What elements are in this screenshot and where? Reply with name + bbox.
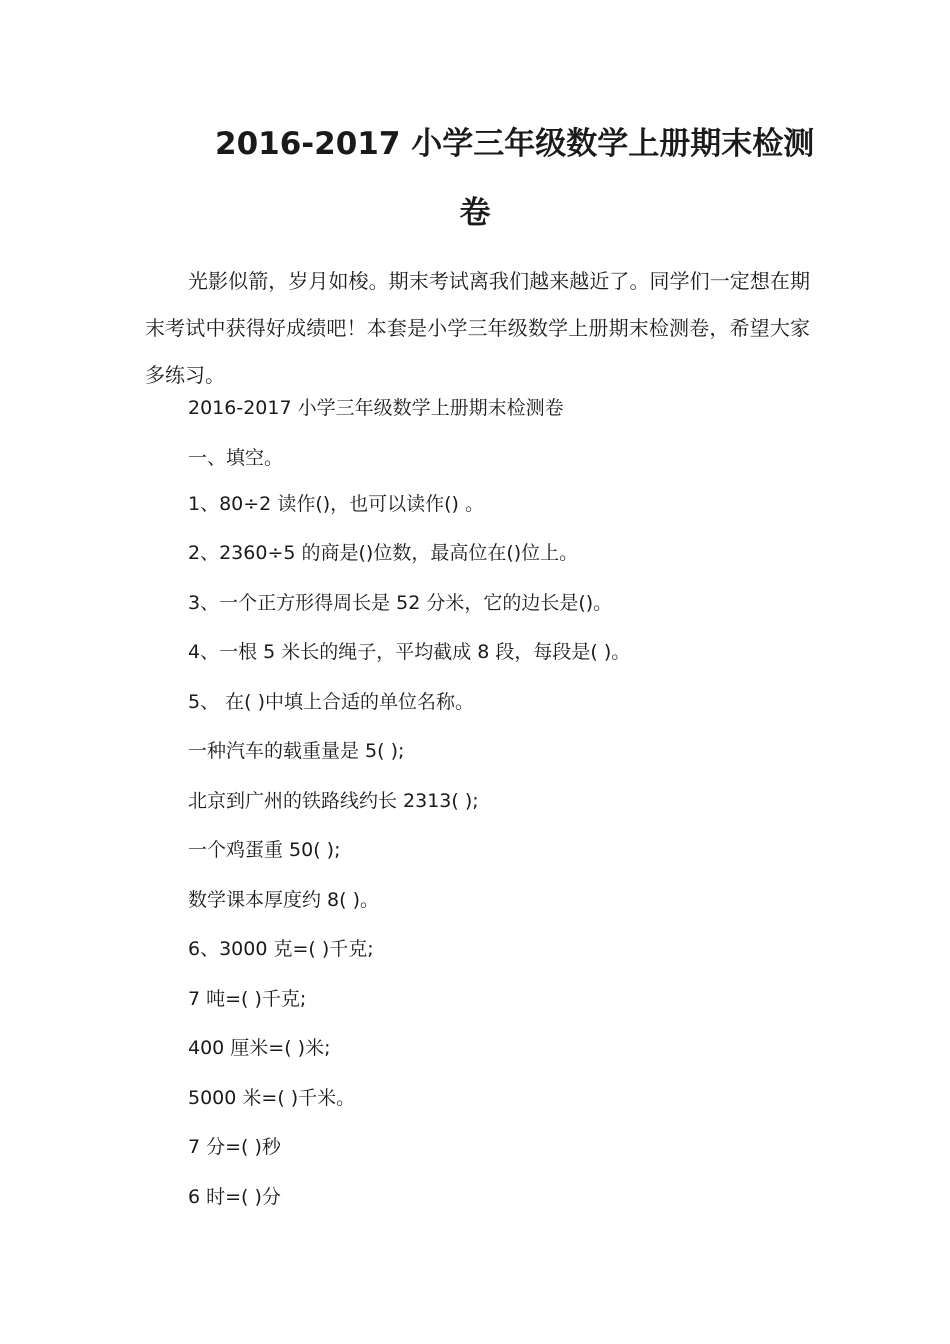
question-line: 5000 米=( )千米。 bbox=[188, 1087, 356, 1109]
question-line: 5、 在( )中填上合适的单位名称。 bbox=[188, 691, 474, 713]
question-line: 400 厘米=( )米; bbox=[188, 1037, 331, 1059]
subtitle-line: 2016-2017 小学三年级数学上册期末检测卷 bbox=[188, 397, 564, 419]
intro-paragraph: 光影似箭，岁月如梭。期末考试离我们越来越近了。同学们一定想在期末考试中获得好成绩吧！本套是小学三年级数学上册期末检测卷，希望大家多练习。 bbox=[145, 269, 810, 387]
question-line: 1、80÷2 读作()，也可以读作() 。 bbox=[188, 493, 485, 515]
question-line: 4、一根 5 米长的绳子，平均截成 8 段，每段是( )。 bbox=[188, 641, 631, 663]
document-title: 2016-2017 小学三年级数学上册期末检测 bbox=[215, 126, 815, 162]
question-line: 北京到广州的铁路线约长 2313( ); bbox=[188, 790, 479, 812]
question-line: 6、3000 克=( )千克; bbox=[188, 938, 374, 960]
question-line: 一个鸡蛋重 50( ); bbox=[188, 839, 341, 861]
question-line: 7 分=( )秒 bbox=[188, 1136, 281, 1158]
question-line: 2、2360÷5 的商是()位数，最高位在()位上。 bbox=[188, 542, 579, 564]
document-title-continued: 卷 bbox=[459, 195, 491, 231]
question-line: 6 时=( )分 bbox=[188, 1186, 281, 1208]
question-line: 数学课本厚度约 8( )。 bbox=[188, 889, 379, 911]
question-line: 7 吨=( )千克; bbox=[188, 988, 307, 1010]
section-heading: 一、填空。 bbox=[188, 447, 284, 469]
question-line: 一种汽车的载重量是 5( ); bbox=[188, 740, 405, 762]
question-line: 3、一个正方形得周长是 52 分米，它的边长是()。 bbox=[188, 592, 613, 614]
